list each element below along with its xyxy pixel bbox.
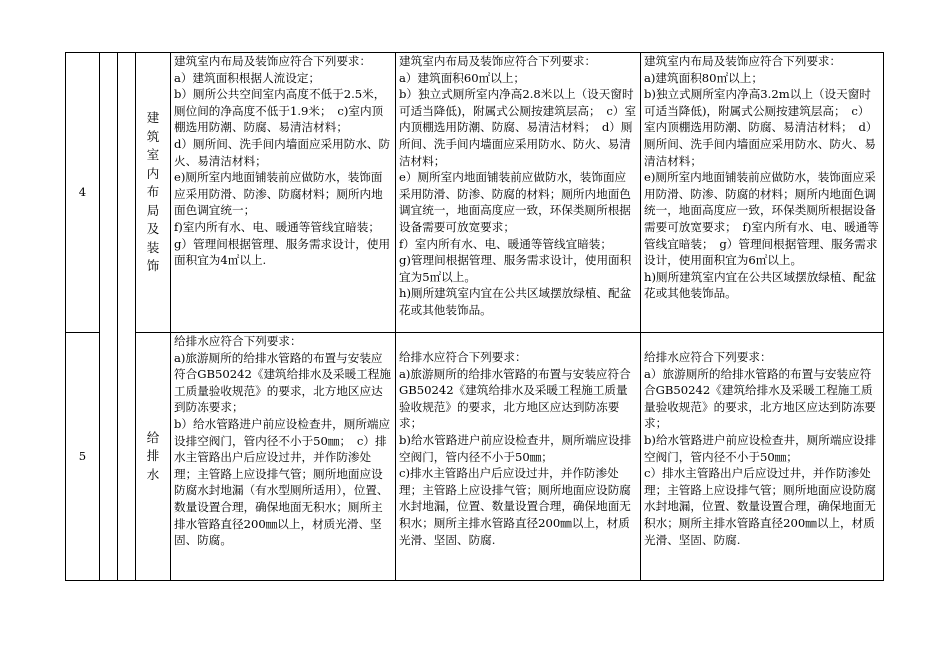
table-row <box>66 53 884 333</box>
row-number: 5 <box>66 333 100 581</box>
blank-column <box>118 53 136 581</box>
row-number: 4 <box>66 53 100 333</box>
table-row <box>66 333 884 581</box>
category-label: 给排水 <box>136 333 171 581</box>
category-label: 建筑室内布局及装饰 <box>136 53 171 333</box>
standards-table <box>65 52 884 581</box>
blank-column <box>100 53 118 581</box>
requirement-cell: 给排水应符合下列要求： a)旅游厕所的给排水管路的布置与安装应符合GB50242《建筑给排水及采暖工程施工质量验收规范》的要求，北方地区应达到防冻要求； b）给水管路进户前应设检查井，厕所端应设排空阀门，管内径不小于50㎜； c）排水主管路出户后应设过井，并作防渗处理；主管路上应设排气管；厕所地面应设防腐水封地漏（有水型厕所适用），位置、数量设置合理，确保地面无积水；厕所主排水管路直径200㎜以上，材质光滑、坚固、防腐。 <box>171 333 396 581</box>
requirement-cell: 建筑室内布局及装饰应符合下列要求： a)建筑面积80㎡以上； b)独立式厕所室内净高3.2m以上（设天窗时可适当降低)，附属式公厕按建筑层高； c）室内顶棚选用防潮、防腐、易清洁材料； d）厕所间、洗手间内墙面应采用防水、防火、易清洁材料； e)厕所室内地面铺装前应做防水，装饰面应采用防滑、防渗、防腐的材料；厕所内地面色调统一，地面高度应一致，环保类厕所根据设备需要可放宽要求； f)室内所有水、电、暖通等管线宜暗装； g）管理间根据管理、服务需求设计，使用面积宜为6㎡以上。 h)厕所建筑室内宜在公共区域摆放绿植、配盆花或其他装饰品。 <box>641 53 884 333</box>
requirement-cell: 给排水应符合下列要求： a）旅游厕所的给排水管路的布置与安装应符合GB50242《建筑给排水及采暖工程施工质量验收规范》的要求，北方地区应达到防冻要求； b)给水管路进户前应设检查井，厕所端应设排空阀门，管内径不小于50㎜； c）排水主管路出户后应设过井，并作防渗处理；主管路上应设排气管；厕所地面应设防腐水封地漏，位置、数量设置合理，确保地面无积水；厕所主排水管路直径200㎜以上，材质光滑、坚固、防腐. <box>641 333 884 581</box>
requirement-cell: 给排水应符合下列要求： a)旅游厕所的给排水管路的布置与安装应符合GB50242《建筑给排水及采暖工程施工质量验收规范》的要求，北方地区应达到防冻要求； b)给水管路进户前应设检查井，厕所端应设排空阀门，管内径不小于50㎜； c)排水主管路出户后应设过井，并作防渗处理；主管路上应设排气管；厕所地面应设防腐水封地漏，位置、数量设置合理，确保地面无积水；厕所主排水管路直径200㎜以上，材质光滑、坚固、防腐. <box>396 333 641 581</box>
requirement-cell: 建筑室内布局及装饰应符合下列要求： a）建筑面积根据人流设定； b）厕所公共空间室内高度不低于2.5米，厕位间的净高度不低于1.9米； c)室内顶棚选用防潮、防腐、易清洁材料； d）厕所间、洗手间内墙面应采用防水、防火、易清洁材料； e)厕所室内地面铺装前应做防水，装饰面应采用防滑、防渗、防腐材料；厕所内地面色调宜统一； f)室内所有水、电、暖通等管线宜暗装； g）管理间根据管理、服务需求设计，使用面积宜为4㎡以上. <box>171 53 396 333</box>
requirement-cell: 建筑室内布局及装饰应符合下列要求： a）建筑面积60㎡以上； b）独立式厕所室内净高2.8米以上（设天窗时可适当降低)，附属式公厕按建筑层高； c）室内顶棚选用防潮、防腐、易清洁材料； d）厕所间、洗手间内墙面应采用防水、防火、易清洁材料； e）厕所室内地面铺装前应做防水，装饰面应采用防滑、防渗、防腐的材料；厕所内地面色调宜统一，地面高度应一致，环保类厕所根据设备需要可放宽要求； f）室内所有水、电、暖通等管线宜暗装； g)管理间根据管理、服务需求设计，使用面积宜为5㎡以上。 h)厕所建筑室内宜在公共区域摆放绿植、配盆花或其他装饰品。 <box>396 53 641 333</box>
